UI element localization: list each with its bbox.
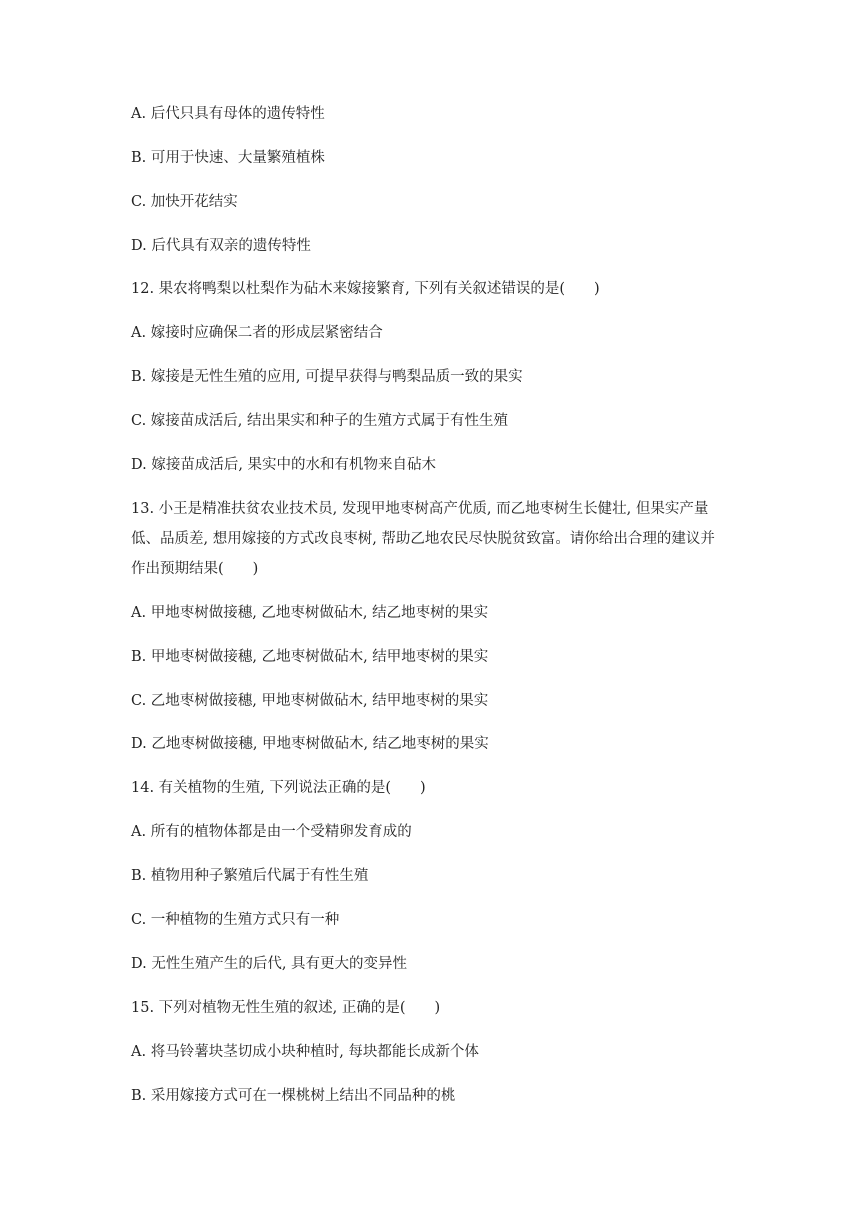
q14-option-a: A. 所有的植物体都是由一个受精卵发育成的: [131, 824, 412, 840]
q14-option-c: C. 一种植物的生殖方式只有一种: [131, 912, 340, 928]
q14-option-d: D. 无性生殖产生的后代, 具有更大的变异性: [131, 956, 408, 972]
q12-option-d: D. 嫁接苗成活后, 果实中的水和有机物来自砧木: [131, 457, 437, 473]
q14-option-b: B. 植物用种子繁殖后代属于有性生殖: [131, 868, 369, 884]
q12-stem: 12. 果农将鸭梨以杜梨作为砧木来嫁接繁育, 下列有关叙述错误的是( ): [131, 281, 600, 297]
q13-option-a: A. 甲地枣树做接穗, 乙地枣树做砧木, 结乙地枣树的果实: [131, 605, 489, 621]
q15-stem: 15. 下列对植物无性生殖的叙述, 正确的是( ): [131, 1000, 441, 1016]
q13-option-c: C. 乙地枣树做接穗, 甲地枣树做砧木, 结甲地枣树的果实: [131, 693, 489, 709]
q13-stem-line-2: 低、品质差, 想用嫁接的方式改良枣树, 帮助乙地农民尽快脱贫致富。请你给出合理的建议并: [131, 531, 715, 547]
q11-option-d: D. 后代具有双亲的遗传特性: [131, 238, 311, 254]
q13-stem-line-1: 13. 小王是精准扶贫农业技术员, 发现甲地枣树高产优质, 而乙地枣树生长健壮, 但果实产量: [131, 501, 709, 517]
q11-option-b: B. 可用于快速、大量繁殖植株: [131, 150, 325, 166]
q13-option-d: D. 乙地枣树做接穗, 甲地枣树做砧木, 结乙地枣树的果实: [131, 736, 489, 752]
q13-stem-line-3: 作出预期结果( ): [131, 561, 259, 577]
q13-option-b: B. 甲地枣树做接穗, 乙地枣树做砧木, 结甲地枣树的果实: [131, 649, 489, 665]
q15-option-a: A. 将马铃薯块茎切成小块种植时, 每块都能长成新个体: [131, 1044, 479, 1060]
q12-option-c: C. 嫁接苗成活后, 结出果实和种子的生殖方式属于有性生殖: [131, 413, 509, 429]
q15-option-b: B. 采用嫁接方式可在一棵桃树上结出不同品种的桃: [131, 1088, 456, 1104]
q14-stem: 14. 有关植物的生殖, 下列说法正确的是( ): [131, 780, 426, 796]
q11-option-a: A. 后代只具有母体的遗传特性: [131, 106, 325, 122]
q12-option-b: B. 嫁接是无性生殖的应用, 可提早获得与鸭梨品质一致的果实: [131, 369, 523, 385]
q12-option-a: A. 嫁接时应确保二者的形成层紧密结合: [131, 325, 383, 341]
q11-option-c: C. 加快开花结实: [131, 194, 238, 210]
